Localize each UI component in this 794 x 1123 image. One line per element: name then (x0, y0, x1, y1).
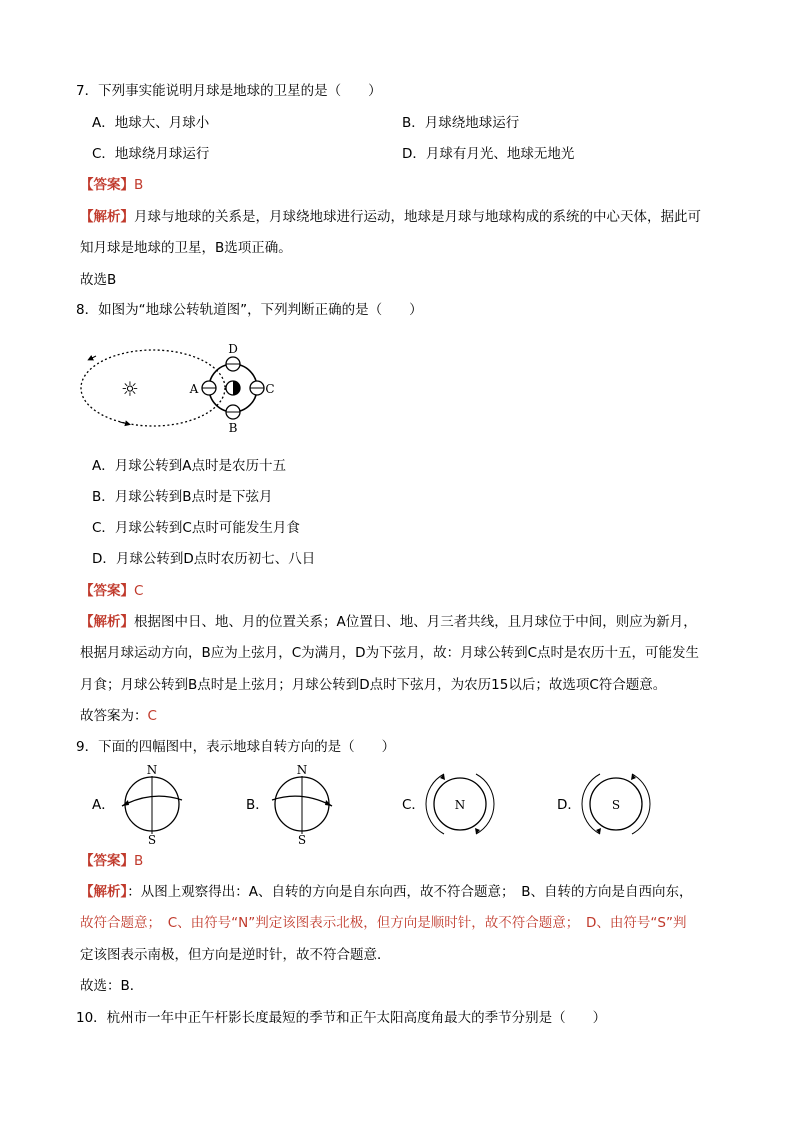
q8-answer (80, 582, 143, 600)
q9-analysis-cont-1: 故符合题意； C、由符号“N”判定该图表示北极，但方向是顺时针，故不符合题意； D、由符号“S”判 (80, 915, 687, 931)
earth-orbit-diagram (76, 340, 276, 440)
orbit-arrow-top (90, 356, 96, 359)
q9-analysis-cont-2: 定该图表示南极，但方向是逆时针，故不符合题意． (80, 947, 391, 963)
q9-fig-b-label: B． (246, 797, 269, 813)
q8-stem: 8．如图为“地球公转轨道图”，下列判断正确的是（ ） (76, 302, 423, 318)
q7-stem: 7．下列事实能说明月球是地球的卫星的是（ ） (76, 83, 382, 99)
q7-option-a: A．地球大、月球小 (92, 115, 210, 131)
label-a: A (189, 382, 199, 396)
q9-analysis (80, 883, 693, 901)
q9-figure-d (580, 768, 652, 840)
analysis-text: ：从图上观察得出：A、自转的方向是自东向西，故不符合题意； B、自转的方向是自西向东， (127, 884, 693, 900)
analysis-text: 根据图中日、地、月的位置关系；A位置日、地、月三者共线，且月球位于中间，则应为新月， (134, 614, 697, 630)
q10-stem: 10．杭州市一年中正午杆影长度最短的季节和正午太阳高度角最大的季节分别是（ ） (76, 1010, 607, 1026)
north-label: N (296, 763, 308, 777)
answer-tag: 【答案】 (80, 177, 134, 193)
sun-icon: ☼ (121, 377, 139, 401)
q9-fig-a-label: A． (92, 797, 115, 813)
analysis-tag: 【解析】 (80, 209, 134, 225)
analysis-text: 月球与地球的关系是，月球绕地球进行运动，地球是月球与地球构成的系统的中心天体，据此可 (134, 209, 701, 225)
label-d: D (228, 342, 238, 356)
q9-answer (80, 852, 143, 870)
q9-fig-c-label: C． (402, 797, 425, 813)
pole-label: N (454, 798, 466, 812)
q8-option-b: B．月球公转到B点时是下弦月 (92, 489, 273, 505)
q8-option-c: C．月球公转到C点时可能发生月食 (92, 520, 300, 536)
q9-figure-c (424, 768, 496, 840)
analysis-tag: 【解析】 (80, 884, 128, 900)
earth-night-side (233, 381, 240, 395)
q7-analysis (80, 208, 701, 226)
q8-conclusion (80, 707, 157, 725)
q7-option-d: D．月球有月光、地球无地光 (402, 146, 575, 162)
label-b: B (228, 421, 238, 435)
q7-conclusion: 故选B (80, 272, 117, 288)
q9-stem: 9．下面的四幅图中，表示地球自转方向的是（ ） (76, 739, 396, 755)
answer-tag: 【答案】 (80, 583, 134, 599)
answer-value: C (134, 583, 144, 599)
q7-option-c: C．地球绕月球运行 (92, 146, 210, 162)
q9-conclusion: 故选：B． (80, 978, 144, 994)
q8-option-a: A．月球公转到A点时是农历十五 (92, 458, 286, 474)
conclusion-label: 故答案为： (80, 708, 148, 724)
q7-analysis-cont: 知月球是地球的卫星，B选项正确。 (80, 240, 292, 256)
answer-value: B (134, 177, 144, 193)
q7-option-b: B．月球绕地球运行 (402, 115, 520, 131)
south-label: S (297, 833, 307, 846)
q8-analysis-cont-1: 根据月球运动方向，B应为上弦月，C为满月，D为下弦月，故：月球公转到C点时是农历十五，可能发生 (80, 645, 700, 661)
north-label: N (146, 763, 158, 777)
q9-fig-d-label: D． (557, 797, 581, 813)
analysis-tag: 【解析】 (80, 614, 134, 630)
q8-option-d: D．月球公转到D点时农历初七、八日 (92, 551, 316, 567)
pole-label: S (611, 798, 621, 812)
answer-value: B (134, 853, 144, 869)
label-c: C (265, 382, 275, 396)
q8-analysis (80, 613, 697, 631)
q9-figure-b (262, 762, 342, 846)
conclusion-value: C (147, 708, 157, 724)
q9-figure-a (112, 762, 192, 846)
q7-answer (80, 176, 143, 194)
south-label: S (147, 833, 157, 846)
q8-analysis-cont-2: 月食；月球公转到B点时是上弦月；月球公转到D点时下弦月，为农历15以后；故选项C符合题意。 (80, 677, 667, 693)
answer-tag: 【答案】 (80, 853, 134, 869)
